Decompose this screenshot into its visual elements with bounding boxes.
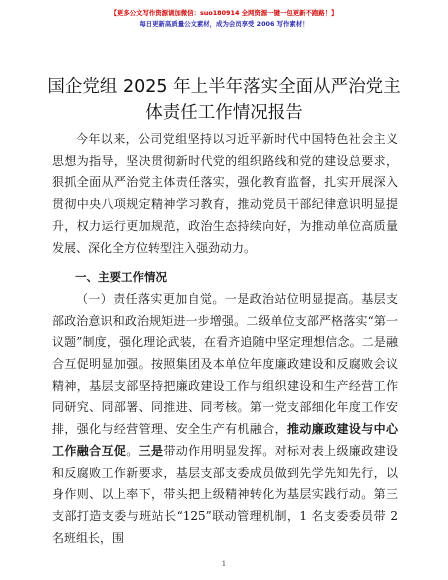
paragraph-text-c: 带动作用明显发挥。对标对表上级廉政建设和反腐败工作新要求，基层支部支委成员做到先学先知先行，以身作则、以上率下，带头把上级精神转化为基层实践行动。第三支部打造支委与班站长“125”联动管理机制，1 名支委委员带 2 名班组长，围 bbox=[52, 443, 398, 545]
document-body bbox=[52, 129, 398, 549]
header-banner bbox=[0, 8, 448, 30]
document-title: 国企党组 2025 年上半年落实全面从严治党主体责任工作情况报告 bbox=[47, 77, 401, 123]
banner-line-promo: 【更多公文写作资源请加微信：suo180914 全网资源一键一包更新不跑路！】 bbox=[110, 9, 338, 17]
paragraph-text-a: （一）责任落实更加自觉。一是政治站位明显提高。基层支部政治意识和政治规矩进一步增强。二级单位支部严格落实“第一议题”制度，强化理论武装，在看齐追随中坚定理想信念。二是融合互促明显加强。按照集团及本单位年度廉政建设和反腐败会议精神，基层支部坚持把廉政建设工作与组织建设和生产经营工作同研究、同部署、同推进、同考核。第一党支部细化年度工作安排，强化与经营管理、安全生产有机融合， bbox=[52, 291, 398, 437]
paragraph-bold-text-2: 三是 bbox=[138, 443, 164, 458]
section-heading-1: 一、主要工作情况 bbox=[75, 270, 167, 285]
banner-line-member: 每日更新高质量公文素材，成为会员享受 2006 写作素材！ bbox=[139, 20, 309, 28]
section-1-paragraph bbox=[52, 289, 398, 549]
paragraph-text-b: 。 bbox=[126, 443, 139, 458]
intro-paragraph: 今年以来，公司党组坚持以习近平新时代中国特色社会主义思想为指导，坚决贯彻新时代党的组织路线和党的建设总要求，狠抓全面从严治党主体责任落实，强化教育监督，扎实开展深入贯彻中央八项规定精神学习教育，推动党员干部纪律意识明显提升，权力运行更加规范，政治生态持续向好，为推动单位高质量发展、深化全方位转型注入强劲动力。 bbox=[52, 132, 398, 255]
paragraph-bold-text-1: 推动廉政建设与中心工作融合互促 bbox=[52, 422, 398, 458]
page-number: 1 bbox=[221, 560, 227, 568]
